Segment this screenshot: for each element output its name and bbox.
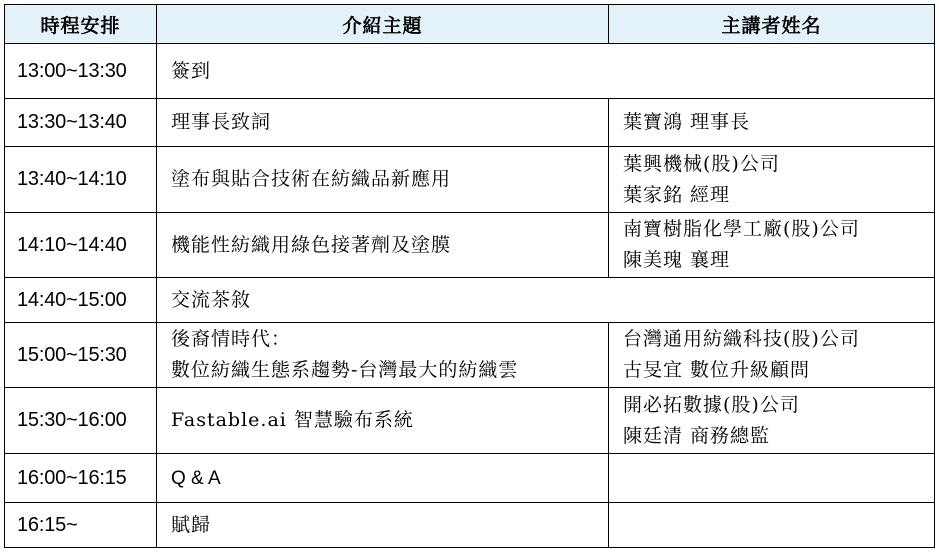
- topic-cell: [157, 44, 935, 99]
- speaker-cell: [609, 213, 935, 278]
- agenda-table: [4, 4, 935, 548]
- speaker-cell: [609, 323, 935, 388]
- topic-cell: [157, 278, 935, 323]
- speaker-line: 台灣通用紡織科技(股)公司: [623, 328, 860, 350]
- topic-cell: [157, 454, 609, 503]
- topic-cell: [157, 388, 609, 454]
- table-row: [5, 99, 935, 147]
- speaker-cell: [609, 99, 935, 147]
- topic-line: 簽到: [171, 59, 212, 82]
- topic-cell: [157, 213, 609, 278]
- table-row: [5, 503, 935, 548]
- topic-line: Fastable.ai 智慧驗布系統: [171, 409, 414, 431]
- time-cell: 13:00~13:30: [5, 44, 157, 99]
- topic-cell: [157, 99, 609, 147]
- topic-line: 後裔情時代：: [171, 328, 292, 350]
- table-row: [5, 147, 935, 213]
- table-row: [5, 278, 935, 323]
- topic-cell: [157, 147, 609, 213]
- topic-line: 機能性紡織用綠色接著劑及塗膜: [171, 233, 452, 256]
- topic-line: 塗布與貼合技術在紡織品新應用: [171, 168, 452, 190]
- header-speaker: 主講者姓名: [609, 5, 935, 44]
- table-row: [5, 323, 935, 388]
- agenda-body: [5, 44, 935, 548]
- header-time: 時程安排: [5, 5, 157, 44]
- speaker-cell: [609, 147, 935, 213]
- speaker-line: 開必拓數據(股)公司: [623, 393, 800, 416]
- speaker-cell: [609, 454, 935, 503]
- table-row: [5, 454, 935, 503]
- time-cell: 14:10~14:40: [5, 213, 157, 278]
- speaker-line: 葉家銘 經理: [623, 183, 731, 206]
- speaker-line: 陳美瑰 襄理: [623, 249, 731, 271]
- time-cell: 14:40~15:00: [5, 278, 157, 323]
- time-cell: 13:40~14:10: [5, 147, 157, 213]
- header-row: [5, 5, 935, 44]
- time-cell: 16:15~: [5, 503, 157, 548]
- speaker-line: 葉興機械(股)公司: [623, 152, 780, 175]
- speaker-cell: [609, 388, 935, 454]
- time-cell: 13:30~13:40: [5, 99, 157, 147]
- header-topic: 介紹主題: [157, 5, 609, 44]
- table-row: [5, 44, 935, 99]
- topic-line: 賦歸: [171, 513, 212, 536]
- topic-line: 數位紡織生態系趨勢-台灣最大的紡織雲: [171, 359, 519, 381]
- speaker-line: 陳廷清 商務總監: [623, 424, 771, 447]
- time-cell: 15:30~16:00: [5, 388, 157, 454]
- speaker-line: 南寶樹脂化學工廠(股)公司: [623, 218, 860, 240]
- speaker-cell: [609, 503, 935, 548]
- topic-cell: [157, 323, 609, 388]
- speaker-line: 葉寶鴻 理事長: [623, 111, 751, 133]
- table-row: [5, 213, 935, 278]
- time-cell: 16:00~16:15: [5, 454, 157, 503]
- topic-line: 交流茶敘: [171, 288, 252, 311]
- topic-cell: [157, 503, 609, 548]
- speaker-line: 古旻宜 數位升級顧問: [623, 359, 811, 381]
- time-cell: 15:00~15:30: [5, 323, 157, 388]
- topic-line: 理事長致詞: [171, 111, 272, 133]
- table-row: [5, 388, 935, 454]
- topic-line: Q & A: [171, 467, 221, 489]
